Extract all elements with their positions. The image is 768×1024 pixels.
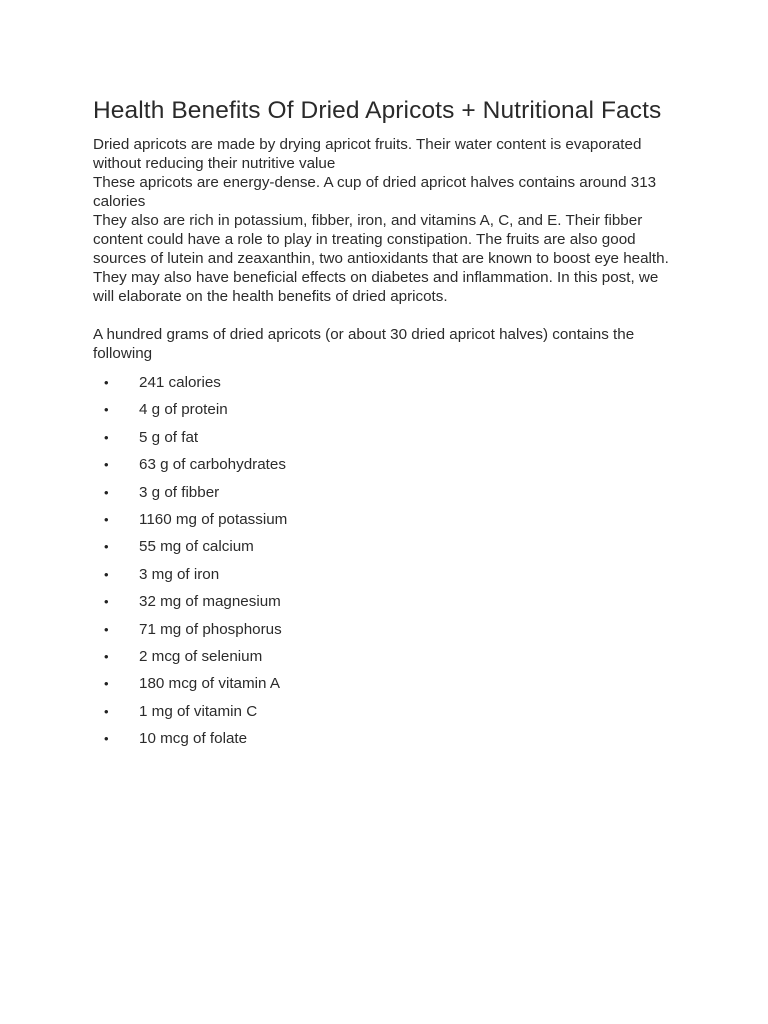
- bullet-icon: •: [104, 429, 109, 445]
- bullet-icon: •: [104, 621, 109, 637]
- list-item: [93, 643, 673, 670]
- bullet-icon: •: [104, 511, 109, 527]
- bullet-icon: •: [104, 402, 109, 418]
- list-item-text: 55 mg of calcium: [139, 538, 254, 556]
- list-item-text: 10 mcg of folate: [139, 730, 248, 748]
- list-item-text: 5 g of fat: [139, 428, 199, 446]
- list-item: [93, 561, 673, 588]
- bullet-icon: •: [104, 566, 109, 582]
- bullet-icon: •: [104, 457, 109, 473]
- bullet-icon: •: [104, 676, 109, 692]
- paragraph-spacer: [93, 306, 673, 325]
- list-item: [93, 725, 673, 752]
- list-item: [93, 479, 673, 506]
- bullet-icon: •: [104, 594, 109, 610]
- bullet-icon: •: [104, 703, 109, 719]
- list-item: [93, 616, 673, 643]
- list-item: [93, 396, 673, 423]
- list-item-text: 63 g of carbohydrates: [139, 456, 286, 474]
- intro-paragraph-2: These apricots are energy-dense. A cup of dried apricot halves contains around 313 calories: [93, 174, 657, 210]
- list-item-text: 3 mg of iron: [139, 565, 220, 583]
- bullet-icon: •: [104, 539, 109, 555]
- list-item-text: 4 g of protein: [139, 401, 228, 419]
- list-item: [93, 588, 673, 615]
- list-item: [93, 670, 673, 697]
- intro-paragraph-1: Dried apricots are made by drying apricot fruits. Their water content is evaporated without reducing their nutritive value: [93, 136, 642, 172]
- intro-paragraph-3: They also are rich in potassium, fibber, iron, and vitamins A, C, and E. Their fibber content could have a role to play in treating constipation. The fruits are also good sources of lutein and zeaxanthin, two antioxidants that are known to boost eye health. They may also have beneficial effects on diabetes and inflammation. In this post, we will elaborate on the health benefits of dried apricots.: [93, 212, 669, 305]
- list-item: [93, 451, 673, 478]
- list-item: [93, 506, 673, 533]
- list-item-text: 2 mcg of selenium: [139, 647, 263, 665]
- list-item: [93, 698, 673, 725]
- list-item-text: 241 calories: [139, 374, 221, 391]
- list-item: [93, 533, 673, 560]
- bullet-icon: •: [104, 648, 109, 664]
- list-item: [93, 424, 673, 451]
- list-item-text: 1160 mg of potassium: [139, 510, 288, 528]
- list-item: [93, 369, 673, 396]
- list-item-text: 180 mcg of vitamin A: [139, 675, 280, 693]
- page-title: Health Benefits Of Dried Apricots + Nutritional Facts: [93, 97, 662, 124]
- list-item-text: 32 mg of magnesium: [139, 593, 281, 611]
- bullet-icon: •: [104, 375, 109, 390]
- document-page: [93, 96, 673, 752]
- bullet-icon: •: [104, 731, 109, 747]
- bullet-icon: •: [104, 484, 109, 500]
- nutrient-list: [93, 369, 673, 752]
- list-item-text: 71 mg of phosphorus: [139, 620, 282, 638]
- list-item-text: 1 mg of vitamin C: [139, 702, 258, 720]
- list-intro: A hundred grams of dried apricots (or about 30 dried apricot halves) contains the following: [93, 326, 635, 362]
- list-item-text: 3 g of fibber: [139, 483, 220, 501]
